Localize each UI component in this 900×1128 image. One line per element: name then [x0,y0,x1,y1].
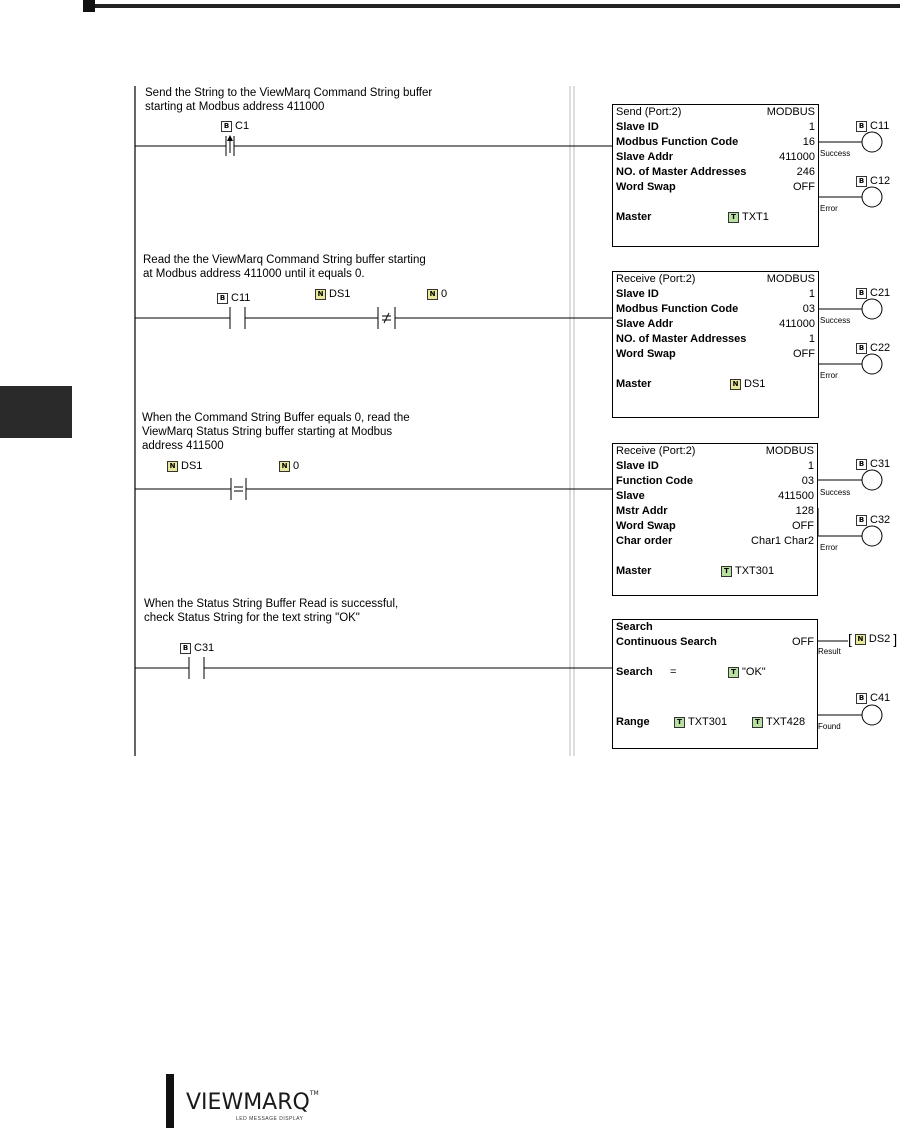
coil-c21 [862,299,882,319]
logo-subtitle: LED MESSAGE DISPLAY [236,1116,304,1122]
rung-1-comment: Send the String to the ViewMarq Command String buffer starting at Modbus address 411000 [145,87,433,113]
success-label: Success [820,149,851,158]
result-ds2-label: [ N DS2 ] [848,631,898,647]
text-icon: T [728,212,739,223]
coil-c21-label: B C21 [856,287,890,299]
receive-instruction-box-1[interactable]: Receive (Port:2) MODBUS Slave ID 1 Modbus Function Code 03 Slave Addr 411000 NO. of Master Addresses 1 Word Swap OFF Master N DS1 [612,271,819,418]
viewmarq-logo: VIEWMARQ™ [186,1090,319,1115]
coil-c31 [862,470,882,490]
error-label: Error [820,543,838,552]
coil-c32 [862,526,882,546]
coil-c32-label: B C32 [856,514,890,526]
result-label: Result [818,647,841,656]
bit-icon: B [221,121,232,132]
coil-c41-label: B C41 [856,692,890,704]
coil-c22 [862,354,882,374]
rung-2-comment: Read the the ViewMarq Command String buffer starting at Modbus address 411000 until it equals 0. [143,254,426,280]
coil-c41 [862,705,882,725]
coil-c11 [862,132,882,152]
coil-c22-label: B C22 [856,342,890,354]
compare-ds1-label: N DS1 [315,288,350,300]
error-label: Error [820,371,838,380]
compare-zero-label: N 0 [427,288,447,300]
coil-c31-label: B C31 [856,458,890,470]
receive-instruction-box-2[interactable]: Receive (Port:2) MODBUS Slave ID 1 Function Code 03 Slave 411500 Mstr Addr 128 Word Swap OFF Char order Char1 Char2 Master T TXT301 [612,443,818,596]
footer-bar [166,1074,174,1128]
compare-ds1-label: N DS1 [167,460,202,472]
found-label: Found [818,722,841,731]
contact-c31-label: B C31 [180,642,214,654]
success-label: Success [820,316,851,325]
send-instruction-box[interactable]: Send (Port:2) MODBUS Slave ID 1 Modbus Function Code 16 Slave Addr 411000 NO. of Master Addresses 246 Word Swap OFF Master T TXT1 [612,104,819,247]
coil-c11-label: B C11 [856,120,889,132]
rung-3-comment: When the Command String Buffer equals 0, read the ViewMarq Status String buffer starting at Modbus address 411500 [142,412,410,452]
error-label: Error [820,204,838,213]
rung-4-comment: When the Status String Buffer Read is successful, check Status String for the text string "OK" [144,598,399,624]
compare-zero-label: N 0 [279,460,299,472]
search-instruction-box[interactable]: Search Continuous Search OFF Search = T "OK" Range T TXT301 T TXT428 [612,619,818,749]
contact-c11-label: B C11 [217,292,250,304]
contact-c1-label: B C1 [221,120,249,132]
success-label: Success [820,488,851,497]
coil-c12 [862,187,882,207]
coil-c12-label: B C12 [856,175,890,187]
